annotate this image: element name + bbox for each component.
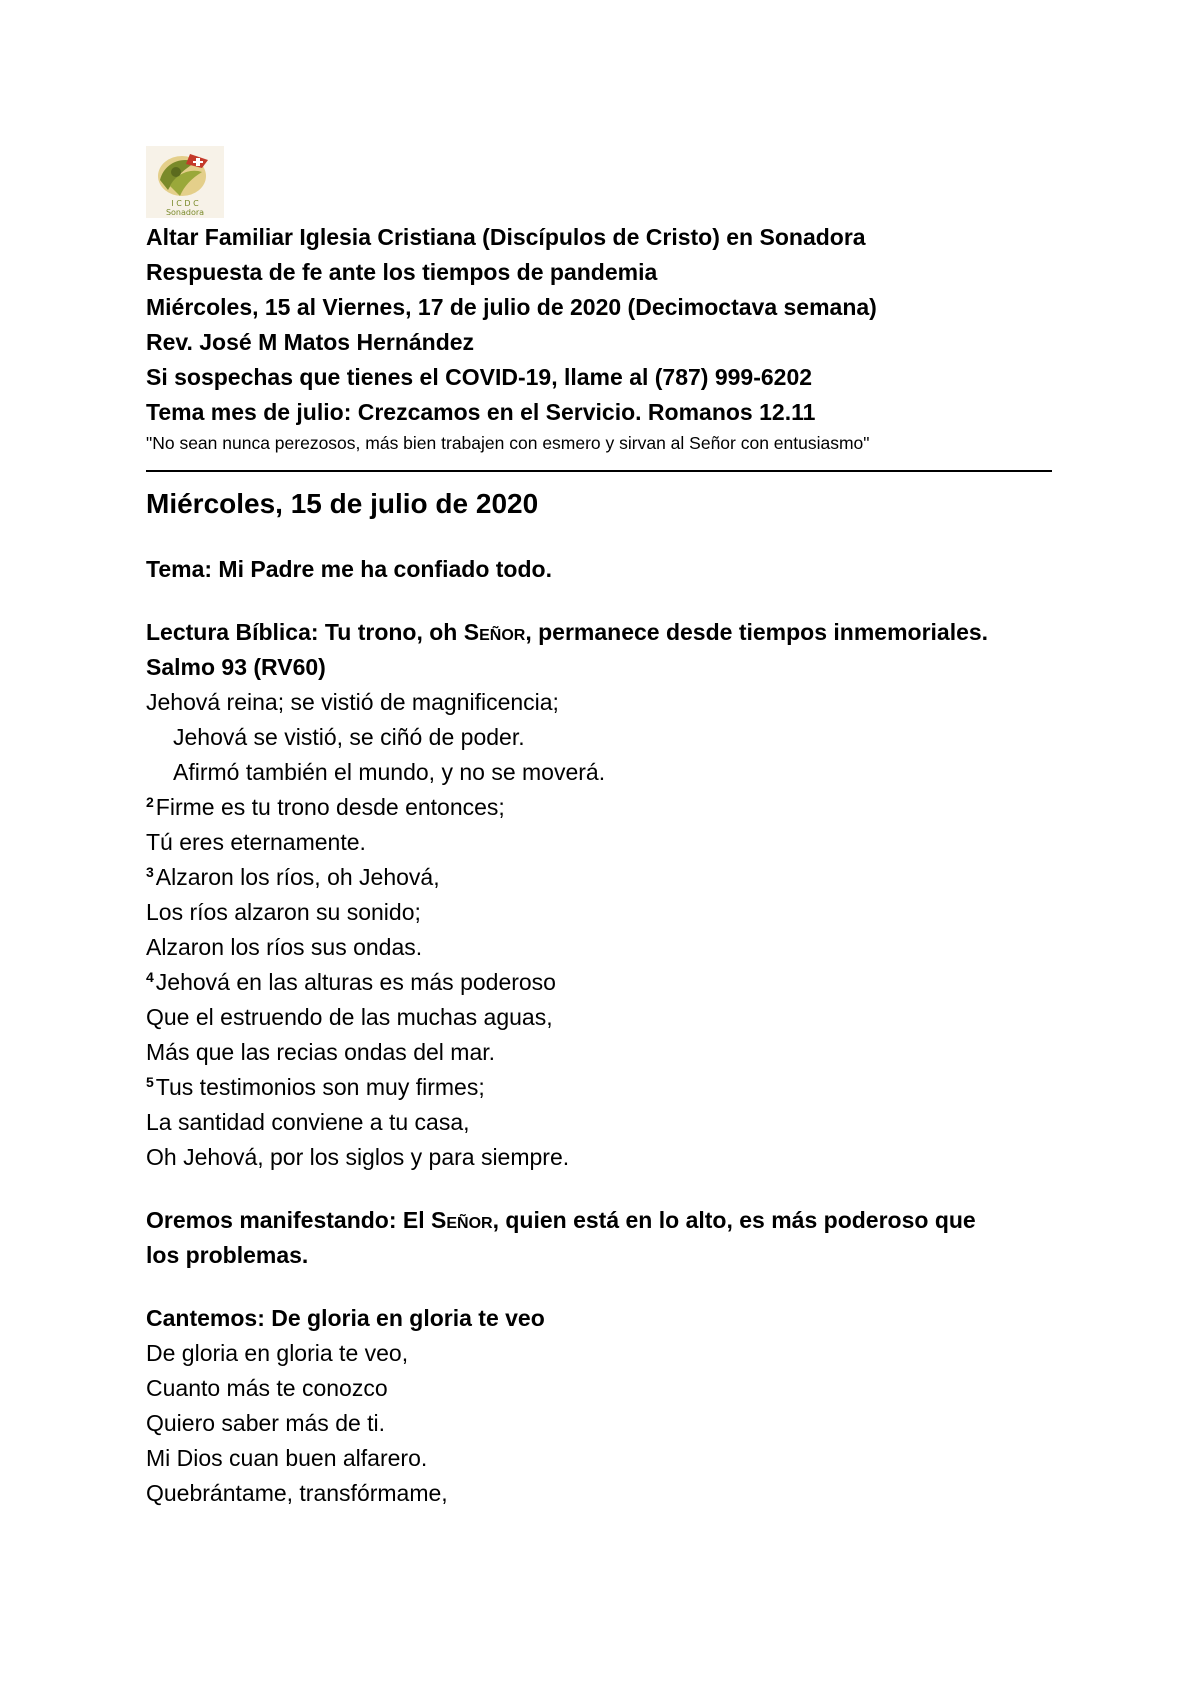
- song-line: Cuanto más te conozco: [146, 1375, 388, 1401]
- psalm-line-text: Que el estruendo de las muchas aguas,: [146, 1004, 553, 1030]
- church-name: Altar Familiar Iglesia Cristiana (Discípulos de Cristo) en Sonadora: [146, 224, 866, 250]
- prayer-heading: Oremos manifestando: El Señor, quien está en lo alto, es más poderoso que: [146, 1207, 976, 1233]
- day-theme: Tema: Mi Padre me ha confiado todo.: [146, 556, 552, 582]
- divider-line: [146, 470, 1052, 472]
- psalm-line: [146, 965, 1066, 1000]
- psalm-line-text: Jehová en las alturas es más poderoso: [155, 969, 556, 995]
- psalm-line: [146, 685, 1066, 720]
- theme-quote: "No sean nunca perezosos, más bien trabajen con esmero y sirvan al Señor con entusiasmo": [146, 433, 870, 453]
- psalm-line-text: Más que las recias ondas del mar.: [146, 1039, 496, 1065]
- psalm-line-text: Oh Jehová, por los siglos y para siempre.: [146, 1144, 570, 1170]
- psalm-line-text: Jehová se vistió, se ciñó de poder.: [173, 724, 525, 750]
- bible-reading-heading: Lectura Bíblica: Tu trono, oh Señor, permanece desde tiempos inmemoriales.: [146, 619, 989, 645]
- psalm-line: [146, 1000, 1066, 1035]
- church-logo: [146, 146, 224, 218]
- psalm-line: [146, 895, 1066, 930]
- pastor-name: Rev. José M Matos Hernández: [146, 329, 475, 355]
- psalm-line-text: Los ríos alzaron su sonido;: [146, 899, 421, 925]
- psalm-line: [146, 825, 1066, 860]
- psalm-line-text: Afirmó también el mundo, y no se moverá.: [173, 759, 606, 785]
- song-line: Mi Dios cuan buen alfarero.: [146, 1445, 428, 1471]
- verse-number: 5: [146, 1074, 154, 1090]
- psalm-line-text: Jehová reina; se vistió de magnificencia;: [146, 689, 559, 715]
- day-title: Miércoles, 15 de julio de 2020: [146, 488, 539, 519]
- prayer-heading-cont: los problemas.: [146, 1242, 309, 1268]
- psalm-line-text: Tus testimonios son muy firmes;: [155, 1074, 485, 1100]
- verse-number: 4: [146, 969, 154, 985]
- psalm-text: [146, 685, 1066, 1175]
- song-line: Quebrántame, transfórmame,: [146, 1480, 448, 1506]
- psalm-line-text: La santidad conviene a tu casa,: [146, 1109, 470, 1135]
- psalm-line-text: Tú eres eternamente.: [146, 829, 366, 855]
- verse-number: 3: [146, 864, 154, 880]
- song-line: De gloria en gloria te veo,: [146, 1340, 409, 1366]
- verse-number: 2: [146, 794, 154, 810]
- date-range: Miércoles, 15 al Viernes, 17 de julio de 2020 (Decimoctava semana): [146, 294, 877, 320]
- series-title: Respuesta de fe ante los tiempos de pandemia: [146, 259, 658, 285]
- psalm-line: [146, 790, 1066, 825]
- header-block: [146, 220, 1066, 456]
- song-line: Quiero saber más de ti.: [146, 1410, 386, 1436]
- covid-notice: Si sospechas que tienes el COVID-19, llame al (787) 999-6202: [146, 364, 813, 390]
- psalm-line-text: Alzaron los ríos, oh Jehová,: [155, 864, 440, 890]
- document-content: [146, 220, 1066, 1511]
- song-lyrics: [146, 1336, 1066, 1511]
- psalm-line-text: Firme es tu trono desde entonces;: [155, 794, 505, 820]
- psalm-line: [146, 755, 1066, 790]
- month-theme: Tema mes de julio: Crezcamos en el Servicio. Romanos 12.11: [146, 399, 816, 425]
- svg-text:I C D C: I C D C: [171, 199, 199, 208]
- psalm-line: [146, 930, 1066, 965]
- psalm-reference: Salmo 93 (RV60): [146, 654, 326, 680]
- psalm-line: [146, 860, 1066, 895]
- psalm-line: [146, 1035, 1066, 1070]
- psalm-line: [146, 1070, 1066, 1105]
- psalm-line: [146, 1140, 1066, 1175]
- psalm-line-text: Alzaron los ríos sus ondas.: [146, 934, 423, 960]
- song-heading: Cantemos: De gloria en gloria te veo: [146, 1305, 545, 1331]
- psalm-line: [146, 1105, 1066, 1140]
- psalm-line: [146, 720, 1066, 755]
- svg-text:Sonadora: Sonadora: [165, 208, 205, 217]
